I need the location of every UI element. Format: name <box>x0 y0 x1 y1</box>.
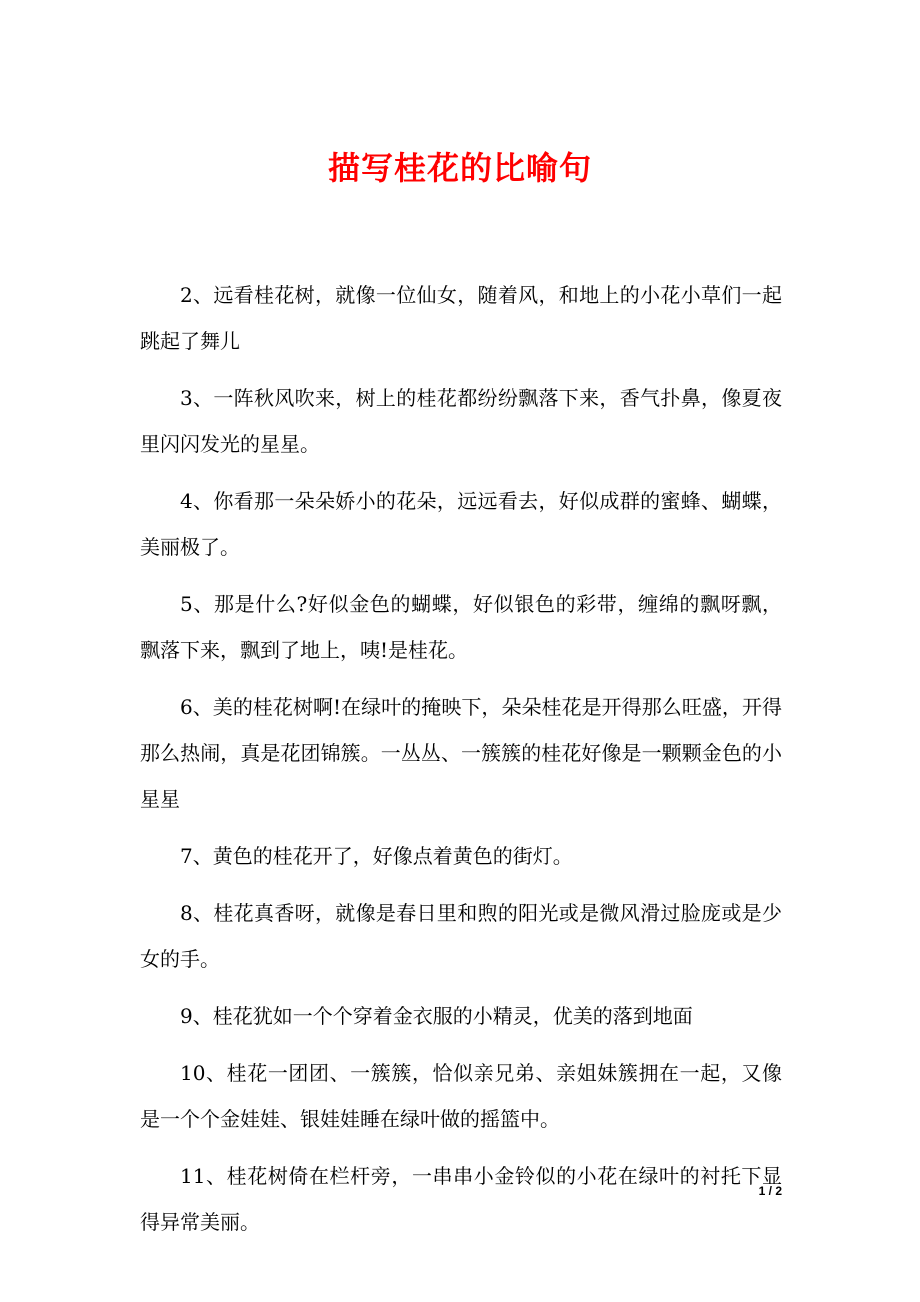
paragraph-1: 2、远看桂花树，就像一位仙女，随着风，和地上的小花小草们一起跳起了舞儿 <box>140 283 782 353</box>
paragraph-8: 9、桂花犹如一个个穿着金衣服的小精灵，优美的落到地面 <box>180 1004 693 1028</box>
paragraph-10: 11、桂花树倚在栏杆旁，一串串小金铃似的小花在绿叶的衬托下显得异常美丽。 <box>140 1164 782 1234</box>
page-number: 1 / 2 <box>758 1184 782 1198</box>
paragraph-7: 8、桂花真香呀，就像是春日里和煦的阳光或是微风滑过脸庞或是少女的手。 <box>140 901 782 971</box>
paragraph-4: 5、那是什么?好似金色的蝴蝶，好似银色的彩带，缠绵的飘呀飘，飘落下来，飘到了地上，咦!是桂花。 <box>140 592 782 662</box>
paragraph-3: 4、你看那一朵朵娇小的花朵，远远看去，好似成群的蜜蜂、蝴蝶，美丽极了。 <box>140 489 782 559</box>
paragraph-6: 7、黄色的桂花开了，好像点着黄色的街灯。 <box>180 844 573 868</box>
paragraph-5: 6、美的桂花树啊!在绿叶的掩映下，朵朵桂花是开得那么旺盛，开得那么热闹，真是花团锦簇。一丛丛、一簇簇的桂花好像是一颗颗金色的小星星 <box>140 695 782 811</box>
page-title: 描写桂花的比喻句 <box>327 149 592 187</box>
document-body <box>140 272 782 1256</box>
paragraph-2: 3、一阵秋风吹来，树上的桂花都纷纷飘落下来，香气扑鼻，像夏夜里闪闪发光的星星。 <box>140 386 782 456</box>
paragraph-9: 10、桂花一团团、一簇簇，恰似亲兄弟、亲姐妹簇拥在一起，又像是一个个金娃娃、银娃娃睡在绿叶做的摇篮中。 <box>140 1061 782 1131</box>
